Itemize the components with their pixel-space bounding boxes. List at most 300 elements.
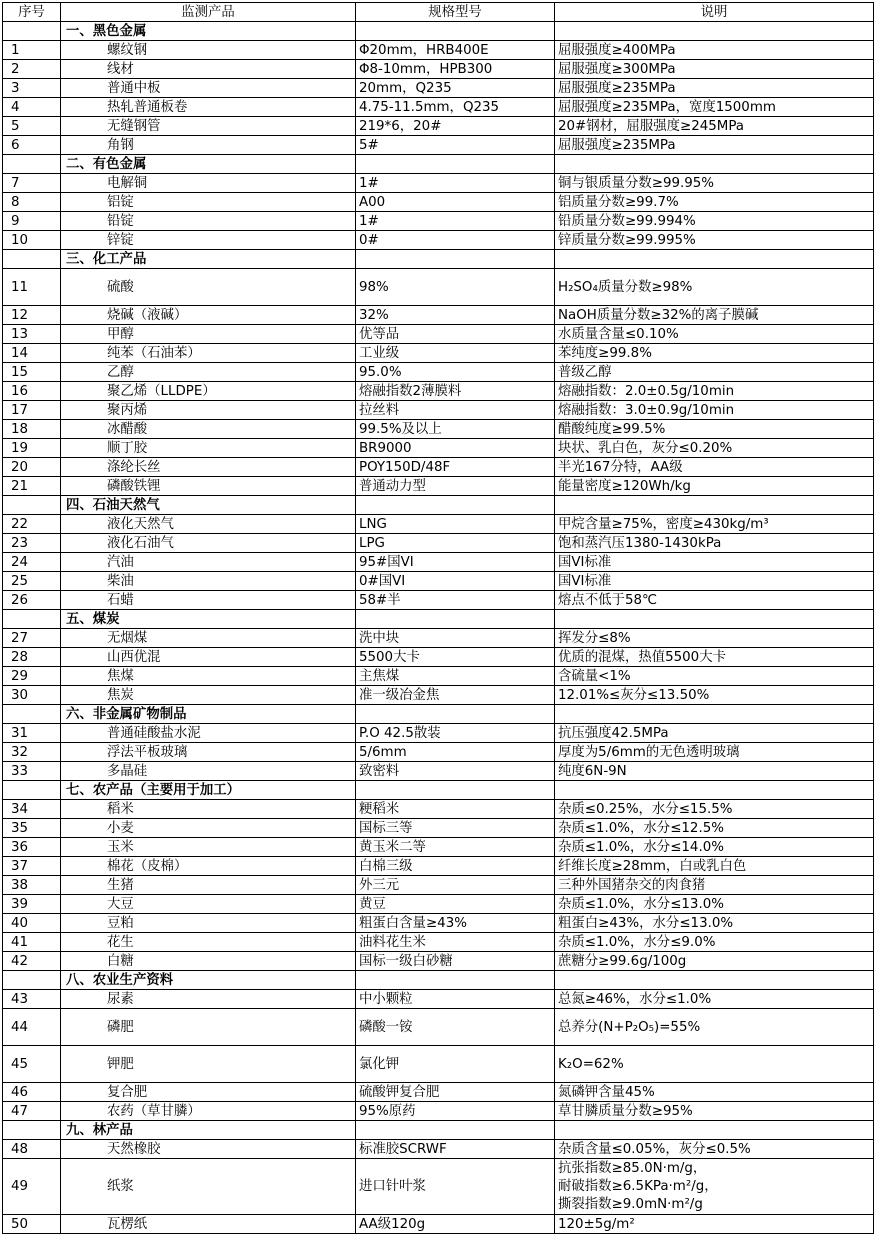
row-number: 48	[3, 1140, 61, 1159]
category-row	[3, 155, 874, 174]
spec	[356, 971, 555, 990]
description: 杂质≤1.0%，水分≤9.0%	[555, 933, 874, 952]
description: 优质的混煤，热值5500大卡	[555, 648, 874, 667]
product-name: 冰醋酸	[61, 420, 356, 439]
category-name: 四、石油天然气	[61, 496, 356, 515]
spec: 国标一级白砂糖	[356, 952, 555, 971]
table-row	[3, 534, 874, 553]
spec: 白棉三级	[356, 857, 555, 876]
product-name: 纸浆	[61, 1159, 356, 1215]
product-name: 纯苯（石油苯）	[61, 344, 356, 363]
row-number: 1	[3, 41, 61, 60]
product-name: 复合肥	[61, 1083, 356, 1102]
description: 熔融指数：2.0±0.5g/10min	[555, 382, 874, 401]
spec: 氯化钾	[356, 1046, 555, 1083]
row-number: 36	[3, 838, 61, 857]
spec: 95.0%	[356, 363, 555, 382]
spec: Φ20mm，HRB400E	[356, 41, 555, 60]
table-row	[3, 325, 874, 344]
product-name: 磷酸铁锂	[61, 477, 356, 496]
product-name: 螺纹钢	[61, 41, 356, 60]
category-row	[3, 781, 874, 800]
spec: 20mm，Q235	[356, 79, 555, 98]
table-row	[3, 686, 874, 705]
table-row	[3, 838, 874, 857]
description: 屈服强度≥235MPa	[555, 136, 874, 155]
spec: 5500大卡	[356, 648, 555, 667]
product-name: 玉米	[61, 838, 356, 857]
product-name: 烧碱（液碱）	[61, 306, 356, 325]
table-row	[3, 819, 874, 838]
product-name: 天然橡胶	[61, 1140, 356, 1159]
table-row	[3, 41, 874, 60]
spec: 4.75-11.5mm，Q235	[356, 98, 555, 117]
row-number: 23	[3, 534, 61, 553]
category-row	[3, 971, 874, 990]
product-name: 小麦	[61, 819, 356, 838]
product-name: 顺丁胶	[61, 439, 356, 458]
description: 含硫量<1%	[555, 667, 874, 686]
table-row	[3, 1083, 874, 1102]
spec	[356, 250, 555, 269]
row-number	[3, 971, 61, 990]
spec: 95#国VI	[356, 553, 555, 572]
description: H₂SO₄质量分数≥98%	[555, 269, 874, 306]
spec: 粳稻米	[356, 800, 555, 819]
product-name: 生猪	[61, 876, 356, 895]
table-row	[3, 933, 874, 952]
spec: 0#国VI	[356, 572, 555, 591]
table-row	[3, 762, 874, 781]
row-number: 12	[3, 306, 61, 325]
row-number	[3, 705, 61, 724]
table-row	[3, 1215, 874, 1234]
row-number: 43	[3, 990, 61, 1009]
table-row	[3, 629, 874, 648]
description: 半光167分特，AA级	[555, 458, 874, 477]
description: 能量密度≥120Wh/kg	[555, 477, 874, 496]
table-row	[3, 306, 874, 325]
table-row	[3, 724, 874, 743]
description: 铅质量分数≥99.994%	[555, 212, 874, 231]
row-number: 35	[3, 819, 61, 838]
description: 挥发分≤8%	[555, 629, 874, 648]
row-number: 24	[3, 553, 61, 572]
spec: 5/6mm	[356, 743, 555, 762]
row-number: 45	[3, 1046, 61, 1083]
description: 三种外国猪杂交的肉食猪	[555, 876, 874, 895]
row-number: 8	[3, 193, 61, 212]
description	[555, 496, 874, 515]
table-row	[3, 914, 874, 933]
row-number	[3, 22, 61, 41]
table-row	[3, 515, 874, 534]
header-no: 序号	[3, 3, 61, 22]
product-name: 浮法平板玻璃	[61, 743, 356, 762]
category-name: 一、黑色金属	[61, 22, 356, 41]
table-row	[3, 952, 874, 971]
spec: BR9000	[356, 439, 555, 458]
description	[555, 781, 874, 800]
spec: 32%	[356, 306, 555, 325]
row-number: 27	[3, 629, 61, 648]
table-row	[3, 857, 874, 876]
row-number: 41	[3, 933, 61, 952]
description: 厚度为5/6mm的无色透明玻璃	[555, 743, 874, 762]
row-number: 17	[3, 401, 61, 420]
product-name: 磷肥	[61, 1009, 356, 1046]
spec: 磷酸一铵	[356, 1009, 555, 1046]
row-number: 30	[3, 686, 61, 705]
product-name: 无烟煤	[61, 629, 356, 648]
table-row	[3, 1159, 874, 1215]
table-row	[3, 1009, 874, 1046]
description: 杂质含量≤0.05%，灰分≤0.5%	[555, 1140, 874, 1159]
row-number: 13	[3, 325, 61, 344]
product-name: 铝锭	[61, 193, 356, 212]
description: 氮磷钾含量45%	[555, 1083, 874, 1102]
table-row	[3, 439, 874, 458]
spec: 优等品	[356, 325, 555, 344]
table-row	[3, 117, 874, 136]
product-name: 焦炭	[61, 686, 356, 705]
table-body	[3, 22, 874, 1234]
table-row	[3, 553, 874, 572]
category-name: 五、煤炭	[61, 610, 356, 629]
spec: 1#	[356, 212, 555, 231]
description: 120±5g/m²	[555, 1215, 874, 1234]
table-row	[3, 743, 874, 762]
row-number: 33	[3, 762, 61, 781]
spec: 拉丝料	[356, 401, 555, 420]
table-row	[3, 363, 874, 382]
table-row	[3, 98, 874, 117]
description: 醋酸纯度≥99.5%	[555, 420, 874, 439]
description: 抗张指数≥85.0N·m/g， 耐破指数≥6.5KPa·m²/g， 撕裂指数≥9.0mN·m²/g	[555, 1159, 874, 1215]
product-name: 热轧普通板卷	[61, 98, 356, 117]
row-number: 5	[3, 117, 61, 136]
description: 熔融指数：3.0±0.9g/10min	[555, 401, 874, 420]
table-row	[3, 667, 874, 686]
spec: 99.5%及以上	[356, 420, 555, 439]
table-row	[3, 344, 874, 363]
description: 屈服强度≥235MPa	[555, 79, 874, 98]
row-number: 16	[3, 382, 61, 401]
description: 总养分(N+P₂O₅)=55%	[555, 1009, 874, 1046]
description: 蔗糖分≥99.6g/100g	[555, 952, 874, 971]
row-number: 44	[3, 1009, 61, 1046]
row-number: 37	[3, 857, 61, 876]
product-name: 普通中板	[61, 79, 356, 98]
row-number: 6	[3, 136, 61, 155]
description: 屈服强度≥300MPa	[555, 60, 874, 79]
spec	[356, 496, 555, 515]
description: 熔点不低于58℃	[555, 591, 874, 610]
spec: 硫酸钾复合肥	[356, 1083, 555, 1102]
product-name: 焦煤	[61, 667, 356, 686]
description: K₂O=62%	[555, 1046, 874, 1083]
row-number	[3, 250, 61, 269]
product-name: 农药（草甘膦）	[61, 1102, 356, 1121]
spec: A00	[356, 193, 555, 212]
row-number: 15	[3, 363, 61, 382]
description	[555, 250, 874, 269]
header-spec: 规格型号	[356, 3, 555, 22]
spec: 油料花生米	[356, 933, 555, 952]
spec	[356, 610, 555, 629]
table-row	[3, 231, 874, 250]
description: 普级乙醇	[555, 363, 874, 382]
description: 20#钢材，屈服强度≥245MPa	[555, 117, 874, 136]
spec	[356, 1121, 555, 1140]
product-name: 花生	[61, 933, 356, 952]
description: 纤维长度≥28mm，白或乳白色	[555, 857, 874, 876]
spec: 58#半	[356, 591, 555, 610]
product-name: 甲醇	[61, 325, 356, 344]
row-number: 21	[3, 477, 61, 496]
product-name: 豆粕	[61, 914, 356, 933]
row-number: 50	[3, 1215, 61, 1234]
header-row	[3, 3, 874, 22]
spec: 98%	[356, 269, 555, 306]
description: 杂质≤1.0%，水分≤13.0%	[555, 895, 874, 914]
description: NaOH质量分数≥32%的离子膜碱	[555, 306, 874, 325]
row-number: 39	[3, 895, 61, 914]
table-row	[3, 193, 874, 212]
description	[555, 155, 874, 174]
description: 屈服强度≥400MPa	[555, 41, 874, 60]
category-name: 六、非金属矿物制品	[61, 705, 356, 724]
row-number: 22	[3, 515, 61, 534]
row-number: 11	[3, 269, 61, 306]
row-number: 26	[3, 591, 61, 610]
description: 甲烷含量≥75%，密度≥430kg/m³	[555, 515, 874, 534]
header-description: 说明	[555, 3, 874, 22]
product-name: 液化石油气	[61, 534, 356, 553]
row-number: 18	[3, 420, 61, 439]
spec	[356, 22, 555, 41]
product-name: 锌锭	[61, 231, 356, 250]
row-number: 31	[3, 724, 61, 743]
table-row	[3, 401, 874, 420]
description: 锌质量分数≥99.995%	[555, 231, 874, 250]
table-row	[3, 60, 874, 79]
row-number: 25	[3, 572, 61, 591]
row-number: 7	[3, 174, 61, 193]
product-name: 角钢	[61, 136, 356, 155]
category-row	[3, 1121, 874, 1140]
category-row	[3, 610, 874, 629]
description: 粗蛋白≥43%，水分≤13.0%	[555, 914, 874, 933]
description: 纯度6N-9N	[555, 762, 874, 781]
spec: 洗中块	[356, 629, 555, 648]
table-row	[3, 1140, 874, 1159]
spec	[356, 155, 555, 174]
row-number: 14	[3, 344, 61, 363]
spec: 国标三等	[356, 819, 555, 838]
description: 总氮≥46%，水分≤1.0%	[555, 990, 874, 1009]
row-number: 10	[3, 231, 61, 250]
table-row	[3, 79, 874, 98]
product-name: 多晶硅	[61, 762, 356, 781]
table-row	[3, 212, 874, 231]
category-row	[3, 496, 874, 515]
header-product: 监测产品	[61, 3, 356, 22]
table-row	[3, 420, 874, 439]
spec: 普通动力型	[356, 477, 555, 496]
spec: 主焦煤	[356, 667, 555, 686]
table-row	[3, 382, 874, 401]
spec: 标准胶SCRWF	[356, 1140, 555, 1159]
spec: 准一级冶金焦	[356, 686, 555, 705]
row-number: 46	[3, 1083, 61, 1102]
monitoring-products-table	[2, 2, 874, 1234]
table-row	[3, 990, 874, 1009]
description	[555, 22, 874, 41]
row-number	[3, 610, 61, 629]
description: 草甘膦质量分数≥95%	[555, 1102, 874, 1121]
row-number: 4	[3, 98, 61, 117]
row-number	[3, 496, 61, 515]
row-number: 9	[3, 212, 61, 231]
spec: 工业级	[356, 344, 555, 363]
product-name: 普通硅酸盐水泥	[61, 724, 356, 743]
product-name: 涤纶长丝	[61, 458, 356, 477]
spec: 5#	[356, 136, 555, 155]
category-name: 三、化工产品	[61, 250, 356, 269]
spec: 黄玉米二等	[356, 838, 555, 857]
product-name: 聚丙烯	[61, 401, 356, 420]
spec: 95%原药	[356, 1102, 555, 1121]
product-name: 棉花（皮棉）	[61, 857, 356, 876]
table-row	[3, 591, 874, 610]
spec	[356, 781, 555, 800]
category-row	[3, 250, 874, 269]
spec: LPG	[356, 534, 555, 553]
product-name: 柴油	[61, 572, 356, 591]
table-row	[3, 458, 874, 477]
table-row	[3, 1046, 874, 1083]
spec: 致密料	[356, 762, 555, 781]
row-number: 32	[3, 743, 61, 762]
product-name: 瓦楞纸	[61, 1215, 356, 1234]
spec: Φ8-10mm，HPB300	[356, 60, 555, 79]
table-row	[3, 648, 874, 667]
product-name: 乙醇	[61, 363, 356, 382]
row-number	[3, 781, 61, 800]
row-number: 38	[3, 876, 61, 895]
description: 国VI标准	[555, 553, 874, 572]
product-name: 汽油	[61, 553, 356, 572]
row-number	[3, 1121, 61, 1140]
table-row	[3, 572, 874, 591]
category-name: 八、农业生产资料	[61, 971, 356, 990]
spec: 黄豆	[356, 895, 555, 914]
product-name: 大豆	[61, 895, 356, 914]
row-number: 42	[3, 952, 61, 971]
spec: 熔融指数2薄膜料	[356, 382, 555, 401]
description: 铜与银质量分数≥99.95%	[555, 174, 874, 193]
spec: 219*6，20#	[356, 117, 555, 136]
description: 屈服强度≥235MPa，宽度1500mm	[555, 98, 874, 117]
spec: POY150D/48F	[356, 458, 555, 477]
product-name: 电解铜	[61, 174, 356, 193]
product-name: 铅锭	[61, 212, 356, 231]
row-number: 49	[3, 1159, 61, 1215]
row-number: 3	[3, 79, 61, 98]
row-number: 34	[3, 800, 61, 819]
category-row	[3, 22, 874, 41]
row-number: 2	[3, 60, 61, 79]
table-row	[3, 895, 874, 914]
product-name: 尿素	[61, 990, 356, 1009]
product-name: 石蜡	[61, 591, 356, 610]
spec: 外三元	[356, 876, 555, 895]
table-row	[3, 477, 874, 496]
product-name: 山西优混	[61, 648, 356, 667]
spec: 进口针叶浆	[356, 1159, 555, 1215]
description: 水质量含量≤0.10%	[555, 325, 874, 344]
product-name: 线材	[61, 60, 356, 79]
description	[555, 705, 874, 724]
product-name: 聚乙烯（LLDPE）	[61, 382, 356, 401]
description: 12.01%≤灰分≤13.50%	[555, 686, 874, 705]
description: 杂质≤1.0%，水分≤14.0%	[555, 838, 874, 857]
spec	[356, 705, 555, 724]
spec: AA级120g	[356, 1215, 555, 1234]
description: 杂质≤1.0%，水分≤12.5%	[555, 819, 874, 838]
row-number: 47	[3, 1102, 61, 1121]
category-name: 七、农产品（主要用于加工）	[61, 781, 356, 800]
category-name: 九、林产品	[61, 1121, 356, 1140]
spec: 1#	[356, 174, 555, 193]
spec: 0#	[356, 231, 555, 250]
description: 杂质≤0.25%，水分≤15.5%	[555, 800, 874, 819]
row-number: 40	[3, 914, 61, 933]
description	[555, 610, 874, 629]
description: 饱和蒸汽压1380-1430kPa	[555, 534, 874, 553]
product-name: 液化天然气	[61, 515, 356, 534]
spec: 中小颗粒	[356, 990, 555, 1009]
table-row	[3, 269, 874, 306]
description	[555, 971, 874, 990]
description: 苯纯度≥99.8%	[555, 344, 874, 363]
row-number: 19	[3, 439, 61, 458]
description: 铝质量分数≥99.7%	[555, 193, 874, 212]
description: 块状、乳白色，灰分≤0.20%	[555, 439, 874, 458]
table-row	[3, 174, 874, 193]
description: 抗压强度42.5MPa	[555, 724, 874, 743]
table-row	[3, 136, 874, 155]
table-row	[3, 800, 874, 819]
description	[555, 1121, 874, 1140]
product-name: 无缝钢管	[61, 117, 356, 136]
product-name: 白糖	[61, 952, 356, 971]
category-name: 二、有色金属	[61, 155, 356, 174]
table-row	[3, 876, 874, 895]
row-number: 20	[3, 458, 61, 477]
spec: 粗蛋白含量≥43%	[356, 914, 555, 933]
spec: LNG	[356, 515, 555, 534]
product-name: 硫酸	[61, 269, 356, 306]
product-name: 稻米	[61, 800, 356, 819]
product-name: 钾肥	[61, 1046, 356, 1083]
table-row	[3, 1102, 874, 1121]
description: 国VI标准	[555, 572, 874, 591]
row-number: 28	[3, 648, 61, 667]
row-number	[3, 155, 61, 174]
row-number: 29	[3, 667, 61, 686]
